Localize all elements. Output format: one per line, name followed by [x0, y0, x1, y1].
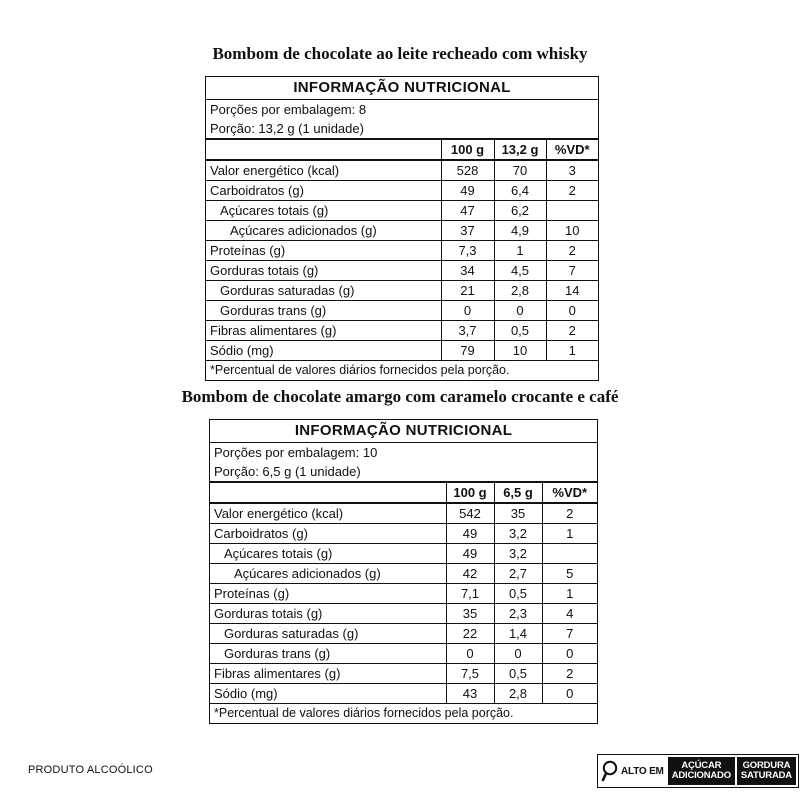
serving-size-text: Porção: 6,5 g (1 unidade)	[210, 462, 597, 482]
table-row	[206, 341, 598, 361]
daily-value-percent: 1	[542, 584, 597, 604]
value-per-portion: 0,5	[494, 321, 546, 341]
nutrient-label: Açúcares adicionados (g)	[210, 564, 446, 584]
daily-value-percent: 0	[542, 684, 597, 704]
column-header: 100 g	[441, 139, 494, 160]
value-per-portion: 2,3	[494, 604, 542, 624]
seal-added-sugar	[668, 757, 735, 785]
value-per-100g: 42	[446, 564, 494, 584]
table-row	[210, 624, 597, 644]
value-per-portion: 4,5	[494, 261, 546, 281]
nutrient-label: Gorduras trans (g)	[206, 301, 441, 321]
servings-per-pack	[206, 100, 598, 120]
table-row	[206, 321, 598, 341]
nutrient-label: Açúcares totais (g)	[210, 544, 446, 564]
alto-em-label	[598, 755, 668, 787]
daily-value-percent: 2	[546, 181, 598, 201]
value-per-portion: 0	[494, 644, 542, 664]
table-row	[206, 201, 598, 221]
value-per-portion: 4,9	[494, 221, 546, 241]
nutrient-label: Fibras alimentares (g)	[206, 321, 441, 341]
value-per-100g: 3,7	[441, 321, 494, 341]
daily-value-percent: 0	[546, 301, 598, 321]
daily-value-percent	[542, 544, 597, 564]
daily-value-percent: 10	[546, 221, 598, 241]
servings-per-pack-text: Porções por embalagem: 8	[210, 102, 367, 117]
servings-per-pack-text: Porções por embalagem: 10	[214, 445, 378, 460]
footnote-row	[210, 704, 597, 724]
value-per-portion: 70	[494, 160, 546, 181]
value-per-100g: 542	[446, 503, 494, 524]
column-header-blank	[210, 482, 446, 503]
daily-value-percent: 3	[546, 160, 598, 181]
table-row	[210, 524, 597, 544]
value-per-portion: 6,4	[494, 181, 546, 201]
nutrient-label: Açúcares totais (g)	[206, 201, 441, 221]
nutrient-label: Gorduras saturadas (g)	[210, 624, 446, 644]
value-per-100g: 49	[446, 544, 494, 564]
table-row	[206, 261, 598, 281]
value-per-portion: 0	[494, 301, 546, 321]
value-per-100g: 0	[446, 644, 494, 664]
value-per-100g: 49	[441, 181, 494, 201]
alcohol-notice: PRODUTO ALCOÓLICO	[28, 764, 153, 776]
nutrition-table-1	[205, 76, 599, 381]
column-header-blank	[206, 139, 441, 160]
value-per-portion: 10	[494, 341, 546, 361]
nutrient-label: Proteínas (g)	[210, 584, 446, 604]
daily-value-percent	[546, 201, 598, 221]
daily-value-percent: 2	[542, 664, 597, 684]
table-row	[206, 221, 598, 241]
value-per-100g: 47	[441, 201, 494, 221]
nutrient-label: Gorduras totais (g)	[210, 604, 446, 624]
nutrient-label: Carboidratos (g)	[206, 181, 441, 201]
daily-value-percent: 1	[546, 341, 598, 361]
footnote: *Percentual de valores diários fornecidos pela porção.	[214, 706, 514, 720]
footnote: *Percentual de valores diários fornecidos pela porção.	[210, 363, 510, 377]
seal-line: SATURADA	[740, 770, 792, 781]
daily-value-percent: 2	[546, 241, 598, 261]
nutrient-label: Sódio (mg)	[210, 684, 446, 704]
table-row	[210, 644, 597, 664]
nutrient-label: Gorduras saturadas (g)	[206, 281, 441, 301]
seal-line: GORDURA	[742, 760, 791, 771]
table-row	[210, 604, 597, 624]
daily-value-percent: 4	[542, 604, 597, 624]
nutrient-label: Proteínas (g)	[206, 241, 441, 261]
value-per-portion: 0,5	[494, 664, 542, 684]
nutrient-label: Carboidratos (g)	[210, 524, 446, 544]
value-per-portion: 2,8	[494, 281, 546, 301]
value-per-portion: 2,8	[494, 684, 542, 704]
servings-per-pack	[210, 443, 597, 463]
nutrient-label: Valor energético (kcal)	[210, 503, 446, 524]
table-title: INFORMAÇÃO NUTRICIONAL	[206, 77, 598, 100]
serving-size-text: Porção: 13,2 g (1 unidade)	[206, 119, 598, 139]
value-per-100g: 35	[446, 604, 494, 624]
table-heading	[206, 77, 598, 100]
value-per-100g: 7,5	[446, 664, 494, 684]
magnifier-icon	[601, 760, 619, 782]
daily-value-percent: 1	[542, 524, 597, 544]
column-header: %VD*	[542, 482, 597, 503]
daily-value-percent: 5	[542, 564, 597, 584]
value-per-100g: 22	[446, 624, 494, 644]
table-row	[210, 503, 597, 524]
table-row	[210, 684, 597, 704]
value-per-portion: 0,5	[494, 584, 542, 604]
value-per-100g: 0	[441, 301, 494, 321]
value-per-portion: 2,7	[494, 564, 542, 584]
value-per-100g: 79	[441, 341, 494, 361]
nutrient-label: Gorduras totais (g)	[206, 261, 441, 281]
column-header-row	[210, 482, 597, 503]
daily-value-percent: 2	[546, 321, 598, 341]
value-per-portion: 3,2	[494, 524, 542, 544]
nutrition-grid	[206, 77, 598, 380]
value-per-portion: 1	[494, 241, 546, 261]
table-row	[210, 664, 597, 684]
column-header-row	[206, 139, 598, 160]
table-row	[206, 301, 598, 321]
value-per-100g: 37	[441, 221, 494, 241]
nutrition-table-2	[209, 419, 598, 724]
table-row	[206, 281, 598, 301]
nutrient-label: Gorduras trans (g)	[210, 644, 446, 664]
nutrient-label: Fibras alimentares (g)	[210, 664, 446, 684]
footnote-row	[206, 361, 598, 381]
alto-em-text: ALTO EM	[621, 765, 664, 777]
value-per-portion: 6,2	[494, 201, 546, 221]
daily-value-percent: 2	[542, 503, 597, 524]
daily-value-percent: 7	[546, 261, 598, 281]
table-row	[210, 564, 597, 584]
nutrient-label: Sódio (mg)	[206, 341, 441, 361]
seal-saturated-fat	[737, 757, 796, 785]
seal-line: ADICIONADO	[671, 770, 731, 781]
nutrient-label: Açúcares adicionados (g)	[206, 221, 441, 241]
column-header: 13,2 g	[494, 139, 546, 160]
table-row	[206, 241, 598, 261]
nutrition-body	[210, 420, 597, 723]
value-per-100g: 7,3	[441, 241, 494, 261]
table-title: INFORMAÇÃO NUTRICIONAL	[210, 420, 597, 443]
value-per-100g: 528	[441, 160, 494, 181]
value-per-100g: 7,1	[446, 584, 494, 604]
product-title-2: Bombom de chocolate amargo com caramelo crocante e café	[181, 387, 619, 406]
serving-size	[210, 462, 597, 482]
table-row	[210, 544, 597, 564]
column-header: 100 g	[446, 482, 494, 503]
product-title-1: Bombom de chocolate ao leite recheado com whisky	[212, 44, 588, 63]
value-per-100g: 43	[446, 684, 494, 704]
serving-size	[206, 119, 598, 139]
seal-line: AÇÚCAR	[681, 760, 722, 771]
column-header: 6,5 g	[494, 482, 542, 503]
value-per-100g: 21	[441, 281, 494, 301]
nutrition-body	[206, 77, 598, 380]
value-per-portion: 3,2	[494, 544, 542, 564]
column-header: %VD*	[546, 139, 598, 160]
table-row	[206, 160, 598, 181]
value-per-portion: 1,4	[494, 624, 542, 644]
nutrient-label: Valor energético (kcal)	[206, 160, 441, 181]
value-per-portion: 35	[494, 503, 542, 524]
daily-value-percent: 7	[542, 624, 597, 644]
table-row	[210, 584, 597, 604]
table-row	[206, 181, 598, 201]
daily-value-percent: 0	[542, 644, 597, 664]
nutrition-grid	[210, 420, 597, 723]
table-heading	[210, 420, 597, 443]
value-per-100g: 49	[446, 524, 494, 544]
daily-value-percent: 14	[546, 281, 598, 301]
front-warning-seal	[597, 754, 799, 788]
value-per-100g: 34	[441, 261, 494, 281]
